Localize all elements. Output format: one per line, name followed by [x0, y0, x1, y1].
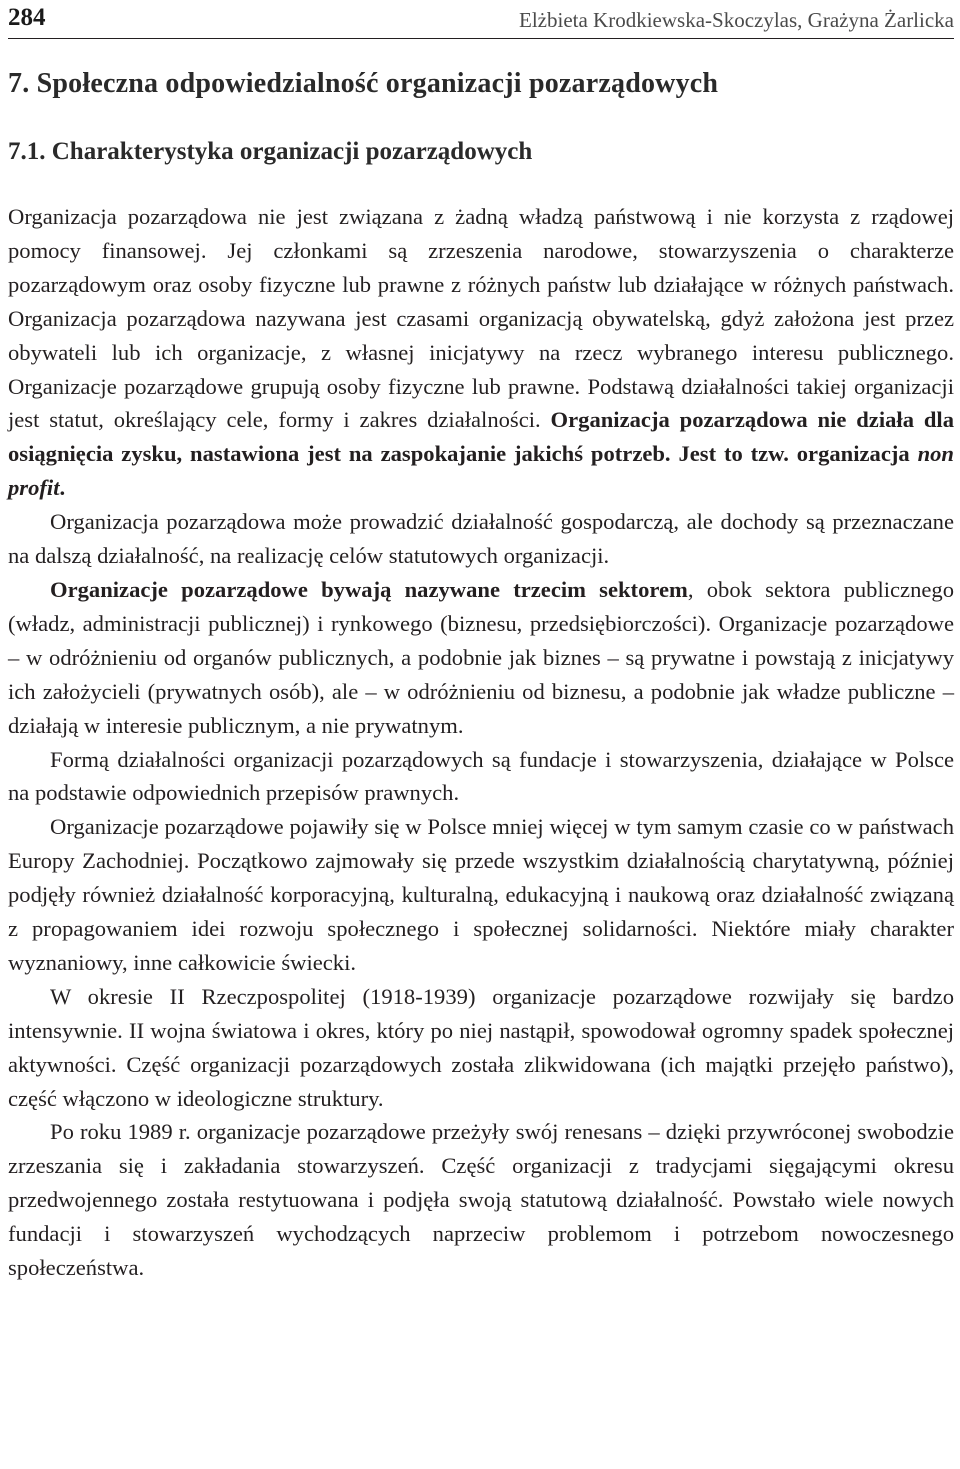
- paragraph-1-text: Organizacja pozarządowa nie jest związana z żadną władzą państwową i nie korzysta z rządowej pomocy finansowej. Jej członkami są zrzeszenia narodowe, stowarzyszenia o charakterze pozarządowym oraz osoby fizyczne lub prawne z różnych państw lub działające w różnych państwach. Organizacja pozarządowa nazywana jest czasami organizacją obywatelską, gdyż założona jest przez obywateli lub ich organizacje, z własnej inicjatywy na rzecz wybranego interesu publicznego. Organizacje pozarządowe grupują osoby fizyczne lub prawne. Podstawą działalności takiej organizacji jest statut, określający cele, formy i zakres działalności.: [8, 204, 954, 433]
- paragraph-3: [8, 573, 954, 743]
- paragraph-4: Formą działalności organizacji pozarządowych są fundacje i stowarzyszenia, działające w Polsce na podstawie odpowiednich przepisów prawnych.: [8, 746, 954, 806]
- paragraph-7: Po roku 1989 r. organizacje pozarządowe przeżyły swój renesans – dzięki przywróconej swobodzie zrzeszania się i zakładania stowarzyszeń. Część organizacji z tradycjami sięgającymi okresu przedwojennego została restytuowana i podjęła swoją statutową działalność. Powstało wiele nowych fundacji i stowarzyszeń wychodzących naprzeciw problemom i potrzebom nowoczesnego społeczeństwa.: [8, 1119, 954, 1281]
- non-profit-term: non profit: [8, 441, 954, 501]
- chapter-title: 7. Społeczna odpowiedzialność organizacji pozarządowych: [8, 68, 719, 99]
- page-number: 284: [8, 4, 46, 31]
- paragraph-6: W okresie II Rzeczpospolitej (1918-1939) organizacje pozarządowe rozwijały się bardzo intensywnie. II wojna światowa i okres, który po niej nastąpił, spowodował ogromny spadek społecznej aktywności. Część organizacji pozarządowych została zlikwidowana (ich majątki przejęło państwo), część włączono w ideologiczne struktury.: [8, 983, 954, 1111]
- paragraph-2: Organizacja pozarządowa może prowadzić działalność gospodarczą, ale dochody są przeznaczane na dalszą działalność, na realizację celów statutowych organizacji.: [8, 509, 954, 569]
- paragraph-5: Organizacje pozarządowe pojawiły się w Polsce mniej więcej w tym samym czasie co w państwach Europy Zachodniej. Początkowo zajmowały się przede wszystkim działalnością charytatywną, później podjęły również działalność korporacyjną, kulturalną, edukacyjną i naukową oraz działalność związaną z propagowaniem idei rozwoju społecznego i społecznej solidarności. Niektóre miały charakter wyznaniowy, inne całkowicie świecki.: [8, 814, 954, 975]
- third-sector-term: Organizacje pozarządowe bywają nazywane trzecim sektorem: [50, 576, 688, 602]
- bold-period: .: [59, 475, 66, 501]
- body-text: [8, 200, 954, 1285]
- section-title: 7.1. Charakterystyka organizacji pozarządowych: [8, 138, 533, 165]
- paragraph-3-text: , obok sektora publicznego (władz, administracji publicznej) i rynkowego (biznesu, przedsiębiorczości). Organizacje pozarządowe – w odróżnieniu od organów publicznych, a podobnie jak biznes – są prywatne i powstają z inicjatywy ich założycieli (prywatnych osób), ale – w odróżnieniu od biznesu, a podobnie jak władze publiczne – działają w interesie publicznym, a nie prywatnym.: [8, 576, 954, 738]
- running-header: [8, 0, 954, 39]
- running-header-authors: Elżbieta Krodkiewska-Skoczylas, Grażyna Żarlicka: [519, 8, 954, 32]
- document-page: [8, 0, 954, 1281]
- bold-text: Organizacja pozarządowa nie działa dla osiągnięcia zysku, nastawiona jest na zaspokajanie jakichś potrzeb. Jest to tzw. organizacja: [8, 407, 954, 467]
- paragraph-1: [8, 200, 954, 505]
